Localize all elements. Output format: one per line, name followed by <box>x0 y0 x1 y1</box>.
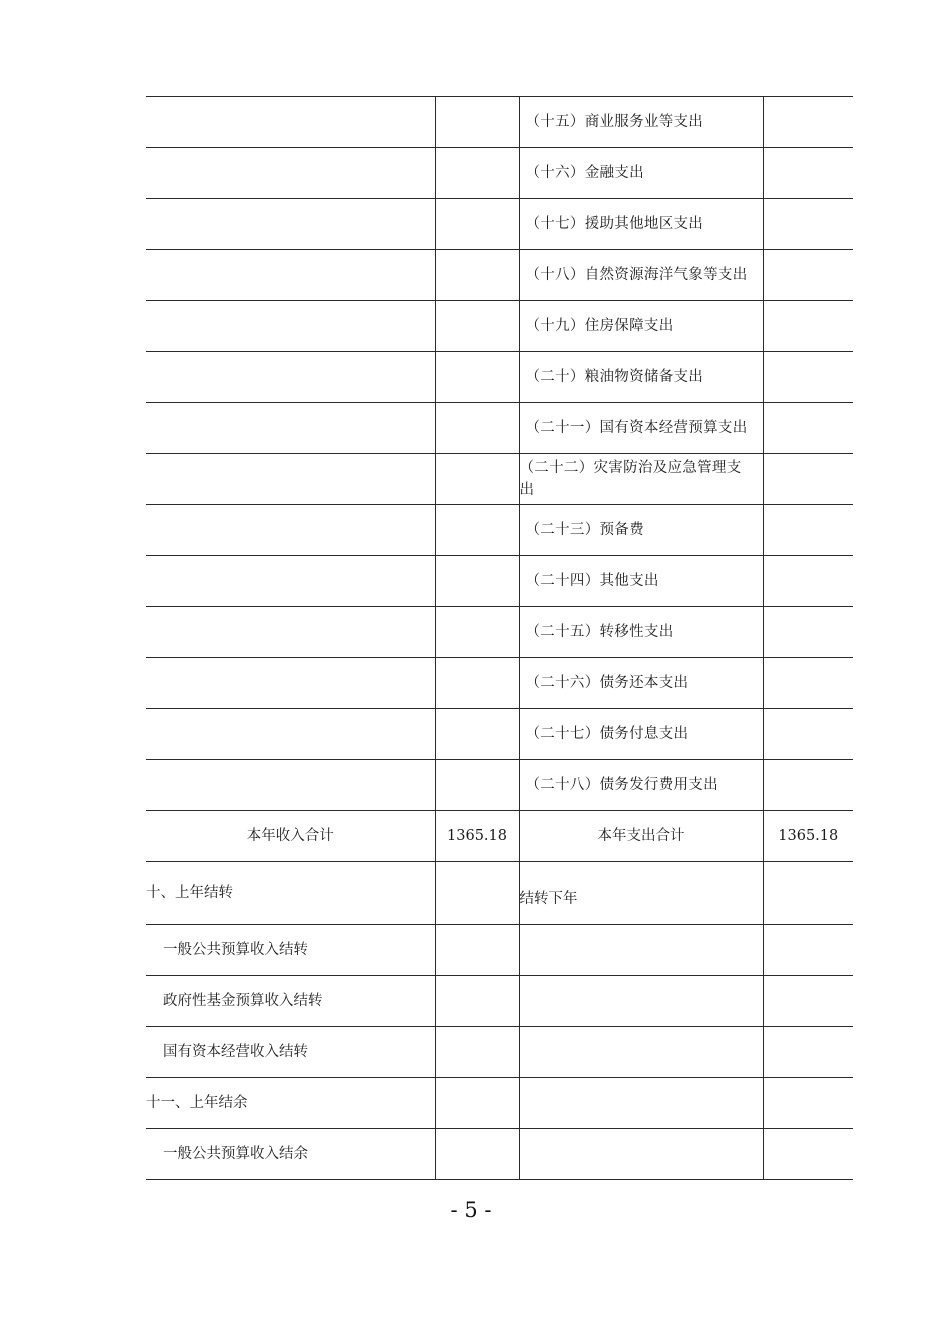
income-amount-cell <box>435 199 519 250</box>
income-amount-cell <box>435 403 519 454</box>
income-item-cell <box>146 148 435 199</box>
income-total-value: 1365.18 <box>435 811 519 862</box>
income-item-cell <box>146 760 435 811</box>
expenditure-amount-cell <box>763 709 853 760</box>
expenditure-item-cell: （二十七）债务付息支出 <box>519 709 763 760</box>
expenditure-amount-cell <box>763 148 853 199</box>
expenditure-amount-cell <box>763 1078 853 1129</box>
expenditure-item-cell: （十七）援助其他地区支出 <box>519 199 763 250</box>
expense-total-label: 本年支出合计 <box>519 811 763 862</box>
expenditure-amount-cell <box>763 505 853 556</box>
table-row <box>146 976 853 1027</box>
table-row <box>146 658 853 709</box>
expenditure-item-cell: （十九）住房保障支出 <box>519 301 763 352</box>
expenditure-item-cell <box>519 454 763 505</box>
income-amount-cell <box>435 556 519 607</box>
expenditure-item-cell: （二十三）预备费 <box>519 505 763 556</box>
income-amount-cell <box>435 250 519 301</box>
table-row <box>146 301 853 352</box>
income-item-cell <box>146 97 435 148</box>
expenditure-item-cell <box>519 1027 763 1078</box>
expenditure-amount-cell <box>763 862 853 925</box>
income-total-label: 本年收入合计 <box>146 811 435 862</box>
totals-row <box>146 811 853 862</box>
income-amount-cell <box>435 505 519 556</box>
table-row <box>146 760 853 811</box>
expenditure-amount-cell <box>763 976 853 1027</box>
income-item-cell <box>146 199 435 250</box>
expenditure-amount-cell <box>763 556 853 607</box>
income-amount-cell <box>435 760 519 811</box>
table-row <box>146 556 853 607</box>
expenditure-item-cell: （二十一）国有资本经营预算支出 <box>519 403 763 454</box>
table-row <box>146 148 853 199</box>
expenditure-item-cell: （二十六）债务还本支出 <box>519 658 763 709</box>
general-budget-surplus-label: 一般公共预算收入结余 <box>146 1129 435 1180</box>
table-row <box>146 454 853 505</box>
income-item-cell <box>146 658 435 709</box>
income-amount-cell <box>435 1129 519 1180</box>
income-amount-cell <box>435 607 519 658</box>
gov-fund-carryover-label: 政府性基金预算收入结转 <box>146 976 435 1027</box>
expenditure-amount-cell <box>763 607 853 658</box>
income-amount-cell <box>435 976 519 1027</box>
table-row <box>146 403 853 454</box>
expenditure-item-cell <box>519 1078 763 1129</box>
table-row <box>146 97 853 148</box>
income-item-cell <box>146 250 435 301</box>
table-row <box>146 1078 853 1129</box>
expenditure-item-cell: （二十五）转移性支出 <box>519 607 763 658</box>
table-row <box>146 1027 853 1078</box>
income-amount-cell <box>435 97 519 148</box>
expenditure-amount-cell <box>763 760 853 811</box>
expense-total-value: 1365.18 <box>763 811 853 862</box>
expenditure-item-cell <box>519 976 763 1027</box>
table-row <box>146 607 853 658</box>
table-row <box>146 709 853 760</box>
income-amount-cell <box>435 352 519 403</box>
prior-year-carryover-label: 十、上年结转 <box>146 862 435 925</box>
expenditure-amount-cell <box>763 1129 853 1180</box>
carry-to-next-year-label: 结转下年 <box>519 862 763 925</box>
expenditure-item-text: （二十二）灾害防治及应急管理支 <box>519 460 742 476</box>
table-row <box>146 925 853 976</box>
state-capital-carryover-label: 国有资本经营收入结转 <box>146 1027 435 1078</box>
expenditure-item-text-wrap: 出 <box>519 482 535 498</box>
expenditure-amount-cell <box>763 199 853 250</box>
prior-year-surplus-label: 十一、上年结余 <box>146 1078 435 1129</box>
income-amount-cell <box>435 1078 519 1129</box>
general-budget-carryover-label: 一般公共预算收入结转 <box>146 925 435 976</box>
income-item-cell <box>146 301 435 352</box>
income-item-cell <box>146 607 435 658</box>
income-amount-cell <box>435 148 519 199</box>
expenditure-amount-cell <box>763 97 853 148</box>
income-amount-cell <box>435 709 519 760</box>
table-row <box>146 250 853 301</box>
table-row <box>146 1129 853 1180</box>
income-item-cell <box>146 403 435 454</box>
expenditure-item-cell: （二十）粮油物资储备支出 <box>519 352 763 403</box>
income-item-cell <box>146 454 435 505</box>
expenditure-item-cell: （十八）自然资源海洋气象等支出 <box>519 250 763 301</box>
table-row <box>146 352 853 403</box>
income-item-cell <box>146 556 435 607</box>
expenditure-item-cell <box>519 1129 763 1180</box>
expenditure-amount-cell <box>763 301 853 352</box>
expenditure-item-cell <box>519 925 763 976</box>
expenditure-amount-cell <box>763 403 853 454</box>
income-item-cell <box>146 505 435 556</box>
page-number: - 5 - <box>450 1198 492 1222</box>
income-amount-cell <box>435 862 519 925</box>
expenditure-amount-cell <box>763 454 853 505</box>
expenditure-item-cell: （二十四）其他支出 <box>519 556 763 607</box>
expenditure-amount-cell <box>763 1027 853 1078</box>
table-row <box>146 862 853 925</box>
income-amount-cell <box>435 1027 519 1078</box>
expenditure-item-cell: （十五）商业服务业等支出 <box>519 97 763 148</box>
income-item-cell <box>146 709 435 760</box>
expenditure-amount-cell <box>763 658 853 709</box>
expenditure-item-cell: （二十八）债务发行费用支出 <box>519 760 763 811</box>
budget-table <box>146 96 853 1180</box>
income-item-cell <box>146 352 435 403</box>
income-amount-cell <box>435 454 519 505</box>
income-amount-cell <box>435 925 519 976</box>
income-amount-cell <box>435 658 519 709</box>
expenditure-amount-cell <box>763 250 853 301</box>
income-amount-cell <box>435 301 519 352</box>
table-row <box>146 505 853 556</box>
table-row <box>146 199 853 250</box>
expenditure-amount-cell <box>763 352 853 403</box>
expenditure-item-cell: （十六）金融支出 <box>519 148 763 199</box>
expenditure-amount-cell <box>763 925 853 976</box>
